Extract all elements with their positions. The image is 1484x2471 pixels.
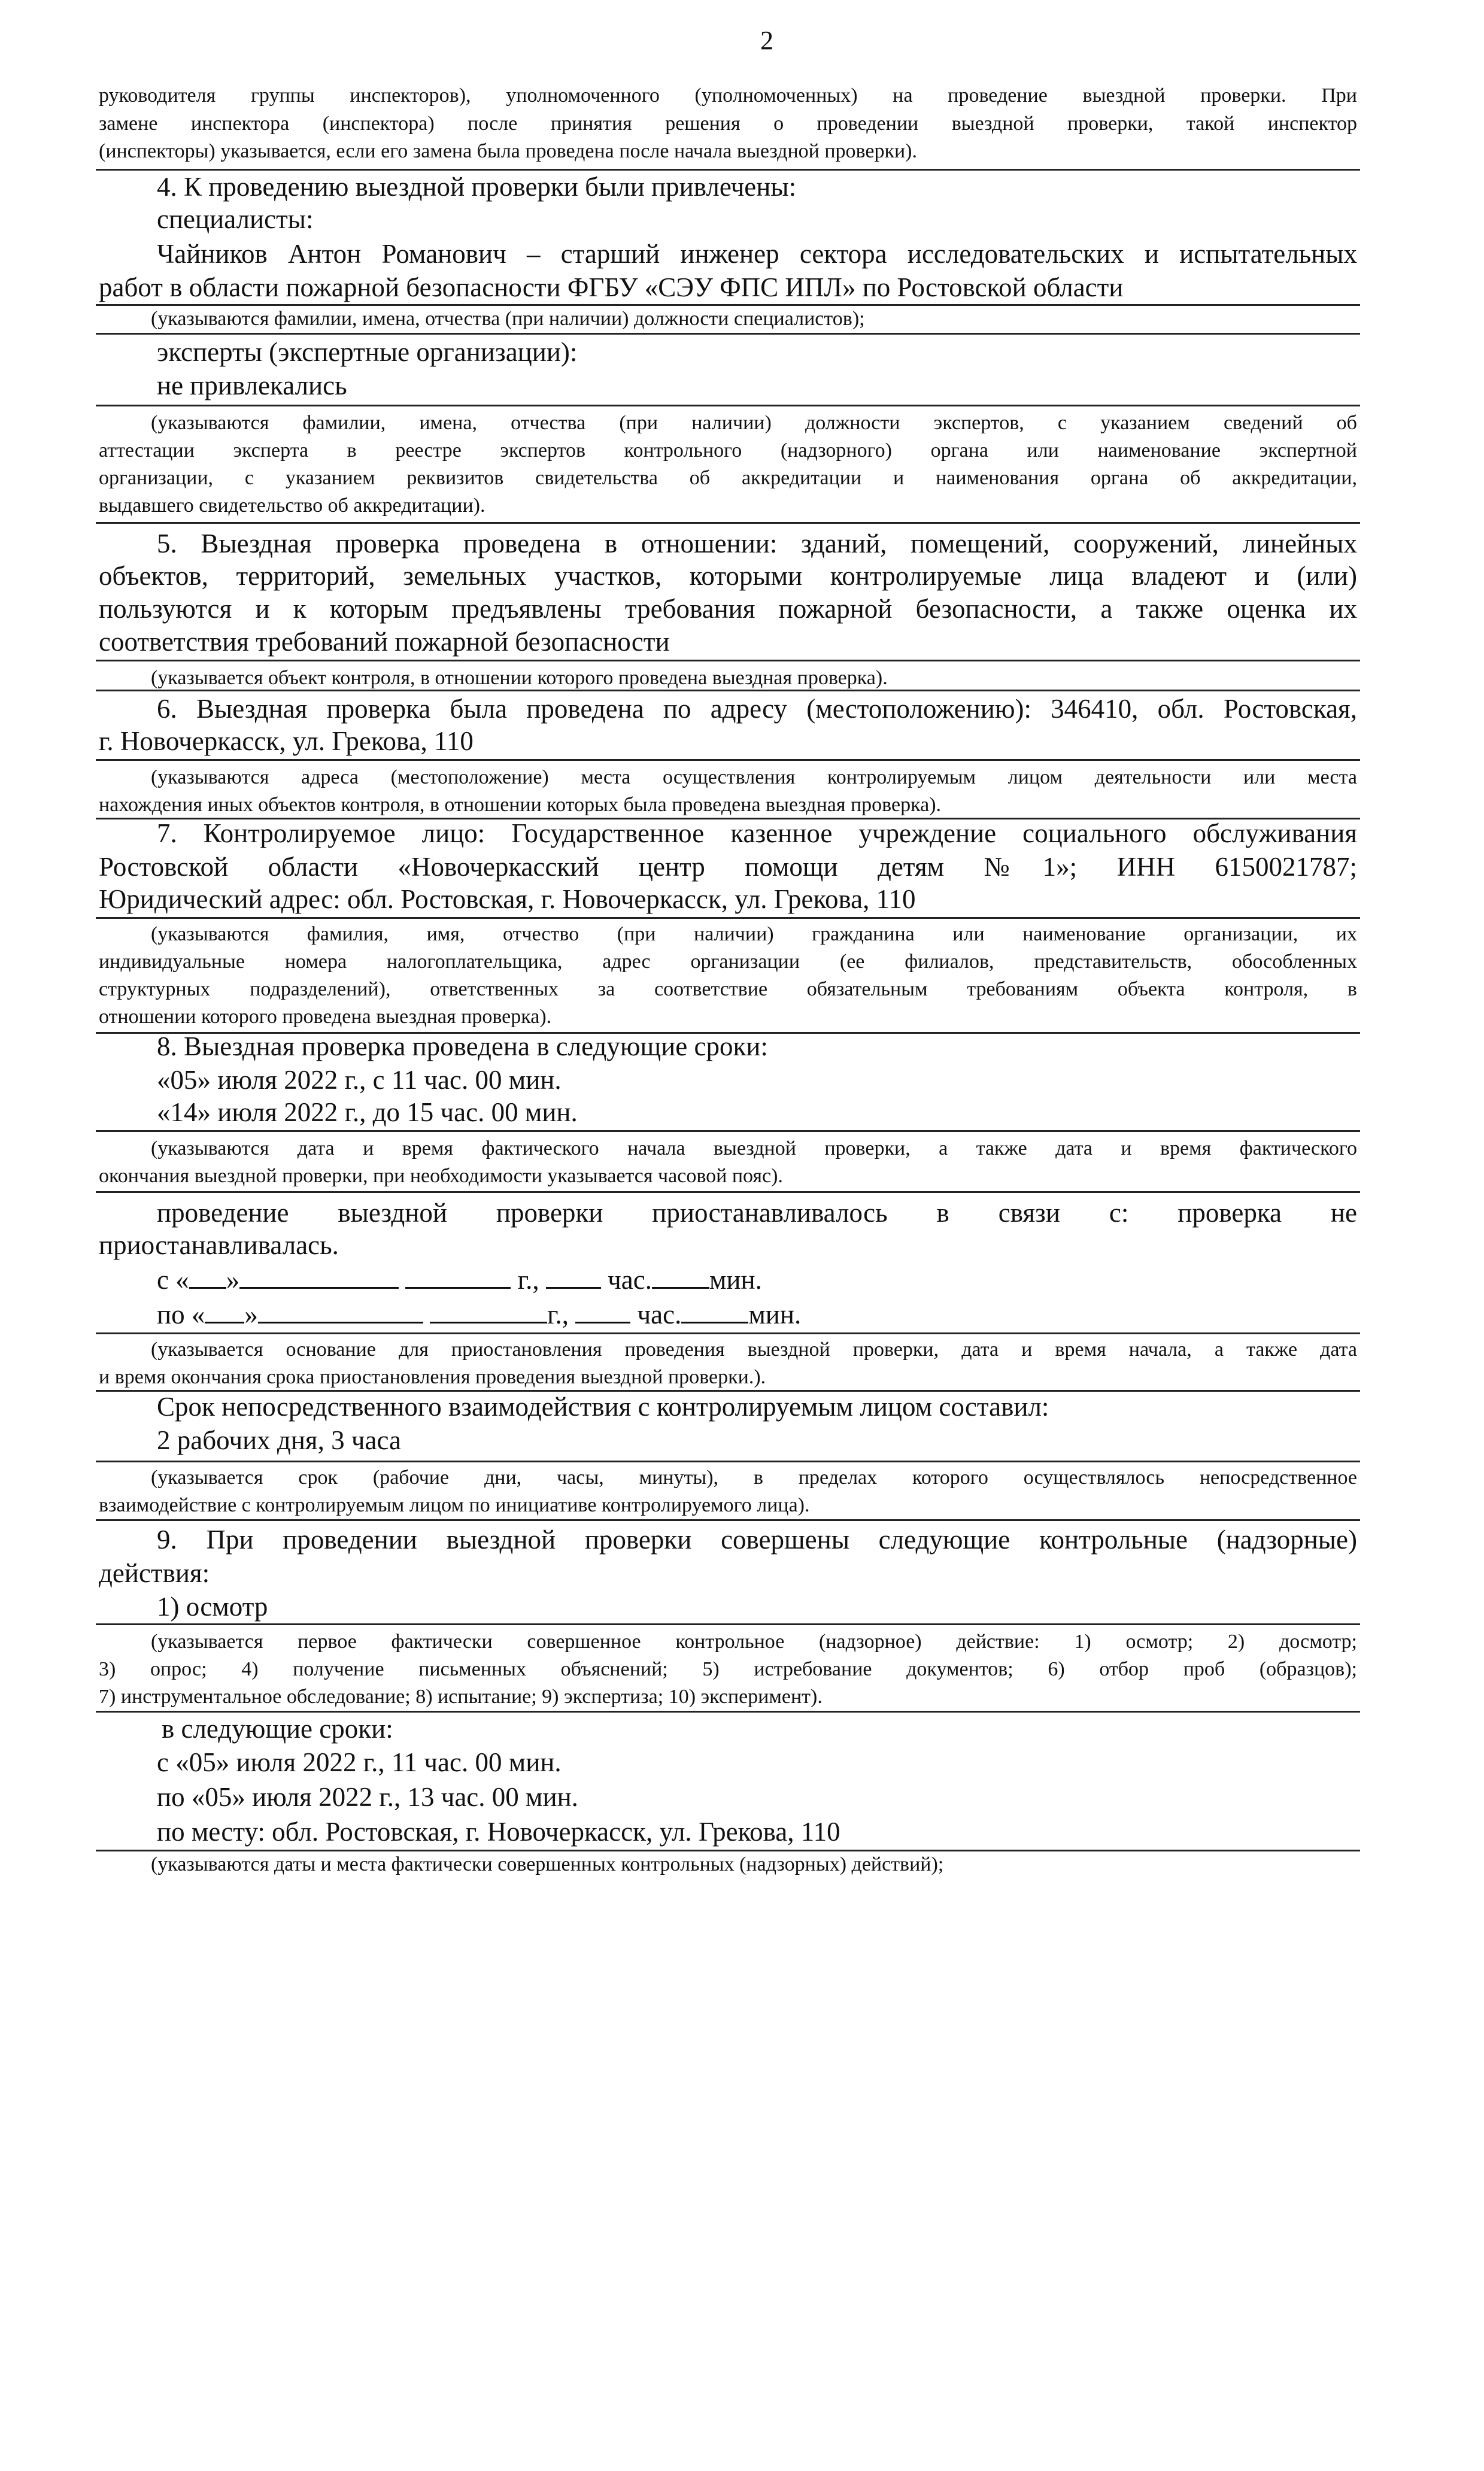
text-line: «05» июля 2022 г., с 11 час. 00 мин.	[157, 1065, 562, 1095]
caption-line: (указываются дата и время фактического начала выездной проверки, а также дата и время фактического	[151, 1137, 1357, 1159]
text-line: 7. Контролируемое лицо: Государственное казенное учреждение социального обслуживания	[157, 818, 1357, 848]
hour-blank	[546, 1265, 601, 1289]
caption-line: (указываются фамилии, имена, отчества (при наличии) должности экспертов, с указанием сведений об	[151, 412, 1357, 434]
hour-label: час.	[608, 1265, 652, 1295]
divider	[96, 522, 1360, 524]
caption-line: организации, с указанием реквизитов свидетельства об аккредитации и наименования органа об аккредитации,	[99, 467, 1357, 489]
year-blank	[405, 1265, 511, 1289]
caption-line: отношении которого проведена выездная проверка).	[99, 1006, 552, 1028]
minute-blank	[681, 1300, 748, 1323]
text-line: 9. При проведении выездной проверки совершены следующие контрольные (надзорные)	[157, 1525, 1357, 1555]
caption-line: (указываются адреса (местоположение) места осуществления контролируемым лицом деятельности или места	[151, 766, 1357, 788]
hour-blank	[575, 1300, 630, 1323]
text-line: 4. К проведению выездной проверки были привлечены:	[157, 172, 797, 202]
quote-close: »	[244, 1300, 258, 1329]
divider	[96, 1191, 1360, 1193]
caption-line: окончания выездной проверки, при необходимости указывается часовой пояс).	[99, 1165, 783, 1187]
divider	[96, 660, 1360, 661]
text-line: приостанавливалась.	[99, 1230, 339, 1260]
caption-line: (указываются даты и места фактически совершенных контрольных (надзорных) действий);	[151, 1853, 944, 1875]
caption-line: (указывается объект контроля, в отношении которого проведена выездная проверка).	[151, 667, 888, 689]
text-line: работ в области пожарной безопасности ФГБУ «СЭУ ФПС ИПЛ» по Ростовской области	[99, 272, 1124, 302]
caption-line: (указывается основание для приостановления проведения выездной проверки, дата и время начала, а также дата	[151, 1338, 1357, 1361]
text-line: 6. Выездная проверка была проведена по адресу (местоположению): 346410, обл. Ростовская,	[157, 694, 1357, 724]
caption-line: индивидуальные номера налогоплательщика, адрес организации (ее филиалов, представительств, обособленных	[99, 951, 1357, 973]
text-line: замене инспектора (инспектора) после принятия решения о проведении выездной проверки, такой инспектор	[99, 113, 1357, 135]
text-line: (инспекторы) указывается, если его замена была проведена после начала выездной проверки).	[99, 140, 918, 162]
minute-label: мин.	[709, 1265, 762, 1295]
text-line: не привлекались	[157, 371, 347, 400]
text-line: проведение выездной проверки приостанавливалось в связи с: проверка не	[157, 1198, 1357, 1228]
minute-blank	[652, 1265, 709, 1289]
year-label: г.,	[547, 1300, 569, 1329]
suspension-from-line	[157, 1263, 1415, 1297]
divider	[96, 759, 1360, 761]
text-line: 1) осмотр	[157, 1592, 268, 1622]
caption-line: нахождения иных объектов контроля, в отношении которых была проведена выездная проверка).	[99, 794, 942, 816]
text-line: руководителя группы инспекторов), уполномоченного (уполномоченных) на проведение выездной проверки. При	[99, 84, 1357, 107]
text-line: Ростовской области «Новочеркасский центр помощи детям №1»; ИНН 6150021787;	[99, 852, 1357, 882]
caption-line: (указываются фамилия, имя, отчество (при наличии) гражданина или наименование организации, их	[151, 923, 1357, 945]
divider	[96, 333, 1360, 335]
hour-label: час.	[637, 1300, 682, 1329]
caption-line: взаимодействие с контролируемым лицом по инициативе контролируемого лица).	[99, 1494, 810, 1516]
year-blank	[430, 1300, 547, 1323]
page-number: 2	[760, 26, 773, 55]
text-line: Чайников Антон Романович – старший инженер сектора исследовательских и испытательных	[157, 239, 1357, 269]
text-line: Юридический адрес: обл. Ростовская, г. Новочеркасск, ул. Грекова, 110	[99, 884, 916, 914]
divider	[96, 405, 1360, 406]
month-blank	[239, 1265, 399, 1289]
text-line: 8. Выездная проверка проведена в следующие сроки:	[157, 1031, 768, 1061]
divider	[96, 1461, 1360, 1462]
text-line: объектов, территорий, земельных участков, которыми контролируемые лица владеют и (или)	[99, 561, 1357, 591]
month-blank	[258, 1300, 423, 1323]
divider	[96, 690, 1360, 691]
caption-line: (указывается срок (рабочие дни, часы, минуты), в пределах которого осуществлялось непосредственное	[151, 1467, 1357, 1489]
text-line: в следующие сроки:	[162, 1714, 393, 1744]
caption-line: и время окончания срока приостановления проведения выездной проверки.).	[99, 1366, 766, 1388]
day-blank	[205, 1300, 244, 1323]
text-line: «14» июля 2022 г., до 15 час. 00 мин.	[157, 1097, 578, 1127]
minute-label: мин.	[748, 1300, 802, 1329]
quote-close: »	[226, 1265, 240, 1295]
text-line: действия:	[99, 1558, 210, 1588]
text-line: г. Новочеркасск, ул. Грекова, 110	[99, 726, 474, 756]
year-label: г.,	[517, 1265, 539, 1295]
text-line: по месту: обл. Ростовская, г. Новочеркасск, ул. Грекова, 110	[157, 1817, 840, 1847]
divider	[96, 1623, 1360, 1625]
caption-line: 7) инструментальное обследование; 8) испытание; 9) экспертиза; 10) эксперимент).	[99, 1686, 823, 1708]
divider	[96, 1519, 1360, 1521]
text-line: по «05» июля 2022 г., 13 час. 00 мин.	[157, 1782, 578, 1812]
from-prefix: с «	[157, 1265, 189, 1295]
caption-line: (указывается первое фактически совершенное контрольное (надзорное) действие: 1) осмотр; 2) досмотр;	[151, 1631, 1357, 1653]
text-line: 5. Выездная проверка проведена в отношении: зданий, помещений, сооружений, линейных	[157, 529, 1357, 558]
divider	[96, 1130, 1360, 1132]
caption-line: структурных подразделений), ответственных за соответствие обязательным требованиям объекта контроля, в	[99, 978, 1357, 1000]
suspension-to-line	[157, 1298, 1415, 1331]
text-line: Срок непосредственного взаимодействия с контролируемым лицом составил:	[157, 1392, 1049, 1422]
text-line: 2 рабочих дня, 3 часа	[157, 1425, 401, 1455]
caption-line: (указываются фамилии, имена, отчества (при наличии) должности специалистов);	[151, 308, 865, 330]
day-blank	[189, 1265, 226, 1289]
divider	[96, 1332, 1360, 1334]
divider	[96, 917, 1360, 919]
to-prefix: по «	[157, 1300, 205, 1329]
text-line: с «05» июля 2022 г., 11 час. 00 мин.	[157, 1747, 562, 1777]
caption-line: выдавшего свидетельство об аккредитации).	[99, 494, 485, 517]
text-line: специалисты:	[157, 204, 314, 234]
caption-line: 3) опрос; 4) получение письменных объяснений; 5) истребование документов; 6) отбор проб (образцов);	[99, 1658, 1357, 1680]
text-line: пользуются и к которым предъявлены требования пожарной безопасности, а также оценка их	[99, 594, 1357, 624]
text-line: эксперты (экспертные организации):	[157, 337, 578, 367]
caption-line: аттестации эксперта в реестре экспертов контрольного (надзорного) органа или наименование экспертной	[99, 439, 1357, 462]
text-line: соответствия требований пожарной безопасности	[99, 627, 670, 657]
